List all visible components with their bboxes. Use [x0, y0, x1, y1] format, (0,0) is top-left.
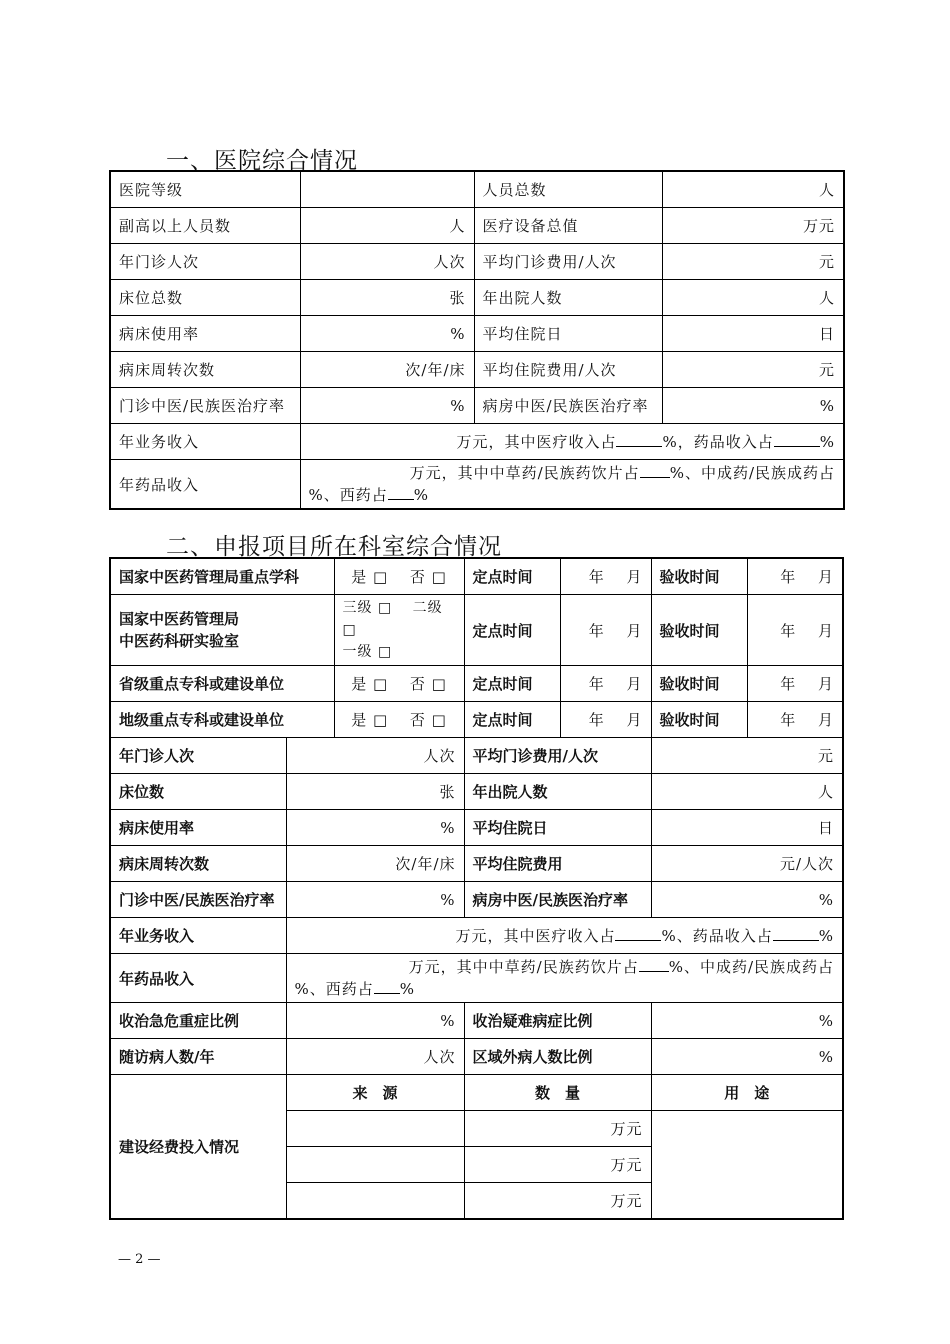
hospital-field-label: 病房中医/民族医治疗率: [474, 388, 662, 424]
fixed-time-label: 定点时间: [464, 595, 560, 666]
dept-field-label: 病房中医/民族医治疗率: [464, 882, 651, 918]
hospital-field-value[interactable]: 人: [300, 208, 474, 244]
hospital-field-label: 床位总数: [110, 280, 300, 316]
dept-ratio-value[interactable]: %: [651, 1039, 843, 1075]
hospital-field-value[interactable]: 人次: [300, 244, 474, 280]
fixed-time-value[interactable]: 年 月: [560, 702, 651, 738]
accept-time-value[interactable]: 年 月: [747, 666, 843, 702]
research-lab-label: 国家中医药管理局 中医药科研实验室: [110, 595, 334, 666]
accept-time-label: 验收时间: [651, 595, 747, 666]
drug-income-label: 年药品收入: [110, 460, 300, 510]
fixed-time-value[interactable]: 年 月: [560, 595, 651, 666]
hospital-field-label: 人员总数: [474, 171, 662, 208]
hospital-field-value[interactable]: 人: [662, 280, 844, 316]
dept-field-label: 床位数: [110, 774, 286, 810]
dept-ratio-value[interactable]: %: [651, 1003, 843, 1039]
hospital-field-label: 医疗设备总值: [474, 208, 662, 244]
dept-field-label: 年门诊人次: [110, 738, 286, 774]
funding-amount-cell[interactable]: 万元: [464, 1111, 651, 1147]
hospital-field-label: 平均住院费用/人次: [474, 352, 662, 388]
funding-source-cell[interactable]: [286, 1111, 464, 1147]
hospital-field-label: 平均住院日: [474, 316, 662, 352]
section2-title: 二、申报项目所在科室综合情况: [166, 534, 502, 560]
hospital-field-label: 病床使用率: [110, 316, 300, 352]
accept-time-label: 验收时间: [651, 666, 747, 702]
dept-field-value[interactable]: 日: [651, 810, 843, 846]
dept-drug-income-label: 年药品收入: [110, 954, 286, 1003]
hospital-field-label: 病床周转次数: [110, 352, 300, 388]
department-overview-table: [109, 557, 844, 1220]
dept-field-label: 平均住院日: [464, 810, 651, 846]
dept-ratio-label: 随访病人数/年: [110, 1039, 286, 1075]
income-value: 万元，其中医疗收入占 %，药品收入占 %: [300, 424, 844, 460]
funding-use-header: 用 途: [651, 1075, 843, 1111]
dept-field-label: 平均住院费用: [464, 846, 651, 882]
dept-field-value[interactable]: 人次: [286, 738, 464, 774]
hospital-field-label: 平均门诊费用/人次: [474, 244, 662, 280]
hospital-field-value[interactable]: [300, 171, 474, 208]
hospital-field-value[interactable]: %: [300, 388, 474, 424]
hospital-field-value[interactable]: 次/年/床: [300, 352, 474, 388]
lab-level-checkbox[interactable]: 三级 □ 二级 □ 一级 □: [334, 595, 464, 666]
hospital-overview-table: [109, 170, 845, 510]
dept-field-label: 平均门诊费用/人次: [464, 738, 651, 774]
fixed-time-label: 定点时间: [464, 702, 560, 738]
hospital-field-value[interactable]: 元: [662, 244, 844, 280]
prefectural-label: 地级重点专科或建设单位: [110, 702, 334, 738]
drug-income-value: 万元，其中中草药/民族药饮片占 %、中成药/民族成药占 %、西药占 %: [300, 460, 844, 510]
dept-field-value[interactable]: 元/人次: [651, 846, 843, 882]
hospital-field-label: 副高以上人员数: [110, 208, 300, 244]
accept-time-value[interactable]: 年 月: [747, 595, 843, 666]
dept-ratio-value[interactable]: %: [286, 1003, 464, 1039]
dept-field-value[interactable]: 元: [651, 738, 843, 774]
hospital-field-value[interactable]: 元: [662, 352, 844, 388]
dept-income-label: 年业务收入: [110, 918, 286, 954]
funding-use-cell[interactable]: [651, 1111, 843, 1220]
key-discipline-label: 国家中医药管理局重点学科: [110, 558, 334, 595]
dept-ratio-label: 区域外病人数比例: [464, 1039, 651, 1075]
hospital-field-label: 门诊中医/民族医治疗率: [110, 388, 300, 424]
dept-field-value[interactable]: %: [651, 882, 843, 918]
income-label: 年业务收入: [110, 424, 300, 460]
provincial-checkbox[interactable]: 是 □ 否 □: [334, 666, 464, 702]
dept-field-label: 年出院人数: [464, 774, 651, 810]
fixed-time-label: 定点时间: [464, 558, 560, 595]
fixed-time-label: 定点时间: [464, 666, 560, 702]
accept-time-label: 验收时间: [651, 558, 747, 595]
provincial-label: 省级重点专科或建设单位: [110, 666, 334, 702]
hospital-field-value[interactable]: 人: [662, 171, 844, 208]
funding-label: 建设经费投入情况: [110, 1075, 286, 1220]
hospital-field-value[interactable]: 万元: [662, 208, 844, 244]
accept-time-value[interactable]: 年 月: [747, 702, 843, 738]
dept-field-value[interactable]: %: [286, 882, 464, 918]
hospital-field-label: 年门诊人次: [110, 244, 300, 280]
dept-drug-income-value: 万元，其中中草药/民族药饮片占 %、中成药/民族成药占 %、西药占 %: [286, 954, 843, 1003]
dept-field-label: 病床使用率: [110, 810, 286, 846]
dept-ratio-label: 收治急危重症比例: [110, 1003, 286, 1039]
key-discipline-checkbox[interactable]: 是 □ 否 □: [334, 558, 464, 595]
dept-ratio-value[interactable]: 人次: [286, 1039, 464, 1075]
section1-title: 一、医院综合情况: [166, 148, 358, 174]
dept-income-value: 万元，其中医疗收入占 %、药品收入占 %: [286, 918, 843, 954]
funding-source-cell[interactable]: [286, 1147, 464, 1183]
hospital-field-label: 医院等级: [110, 171, 300, 208]
funding-amount-cell[interactable]: 万元: [464, 1147, 651, 1183]
dept-field-label: 病床周转次数: [110, 846, 286, 882]
dept-ratio-label: 收治疑难病症比例: [464, 1003, 651, 1039]
hospital-field-value[interactable]: 张: [300, 280, 474, 316]
hospital-field-label: 年出院人数: [474, 280, 662, 316]
hospital-field-value[interactable]: 日: [662, 316, 844, 352]
accept-time-label: 验收时间: [651, 702, 747, 738]
funding-amount-header: 数 量: [464, 1075, 651, 1111]
accept-time-value[interactable]: 年 月: [747, 558, 843, 595]
dept-field-value[interactable]: 张: [286, 774, 464, 810]
fixed-time-value[interactable]: 年 月: [560, 666, 651, 702]
dept-field-label: 门诊中医/民族医治疗率: [110, 882, 286, 918]
prefectural-checkbox[interactable]: 是 □ 否 □: [334, 702, 464, 738]
fixed-time-value[interactable]: 年 月: [560, 558, 651, 595]
hospital-field-value[interactable]: %: [662, 388, 844, 424]
dept-field-value[interactable]: 人: [651, 774, 843, 810]
funding-source-header: 来 源: [286, 1075, 464, 1111]
dept-field-value[interactable]: %: [286, 810, 464, 846]
funding-source-cell[interactable]: [286, 1183, 464, 1220]
hospital-field-value[interactable]: %: [300, 316, 474, 352]
dept-field-value[interactable]: 次/年/床: [286, 846, 464, 882]
page-number: — 2 —: [118, 1252, 161, 1267]
funding-amount-cell[interactable]: 万元: [464, 1183, 651, 1220]
